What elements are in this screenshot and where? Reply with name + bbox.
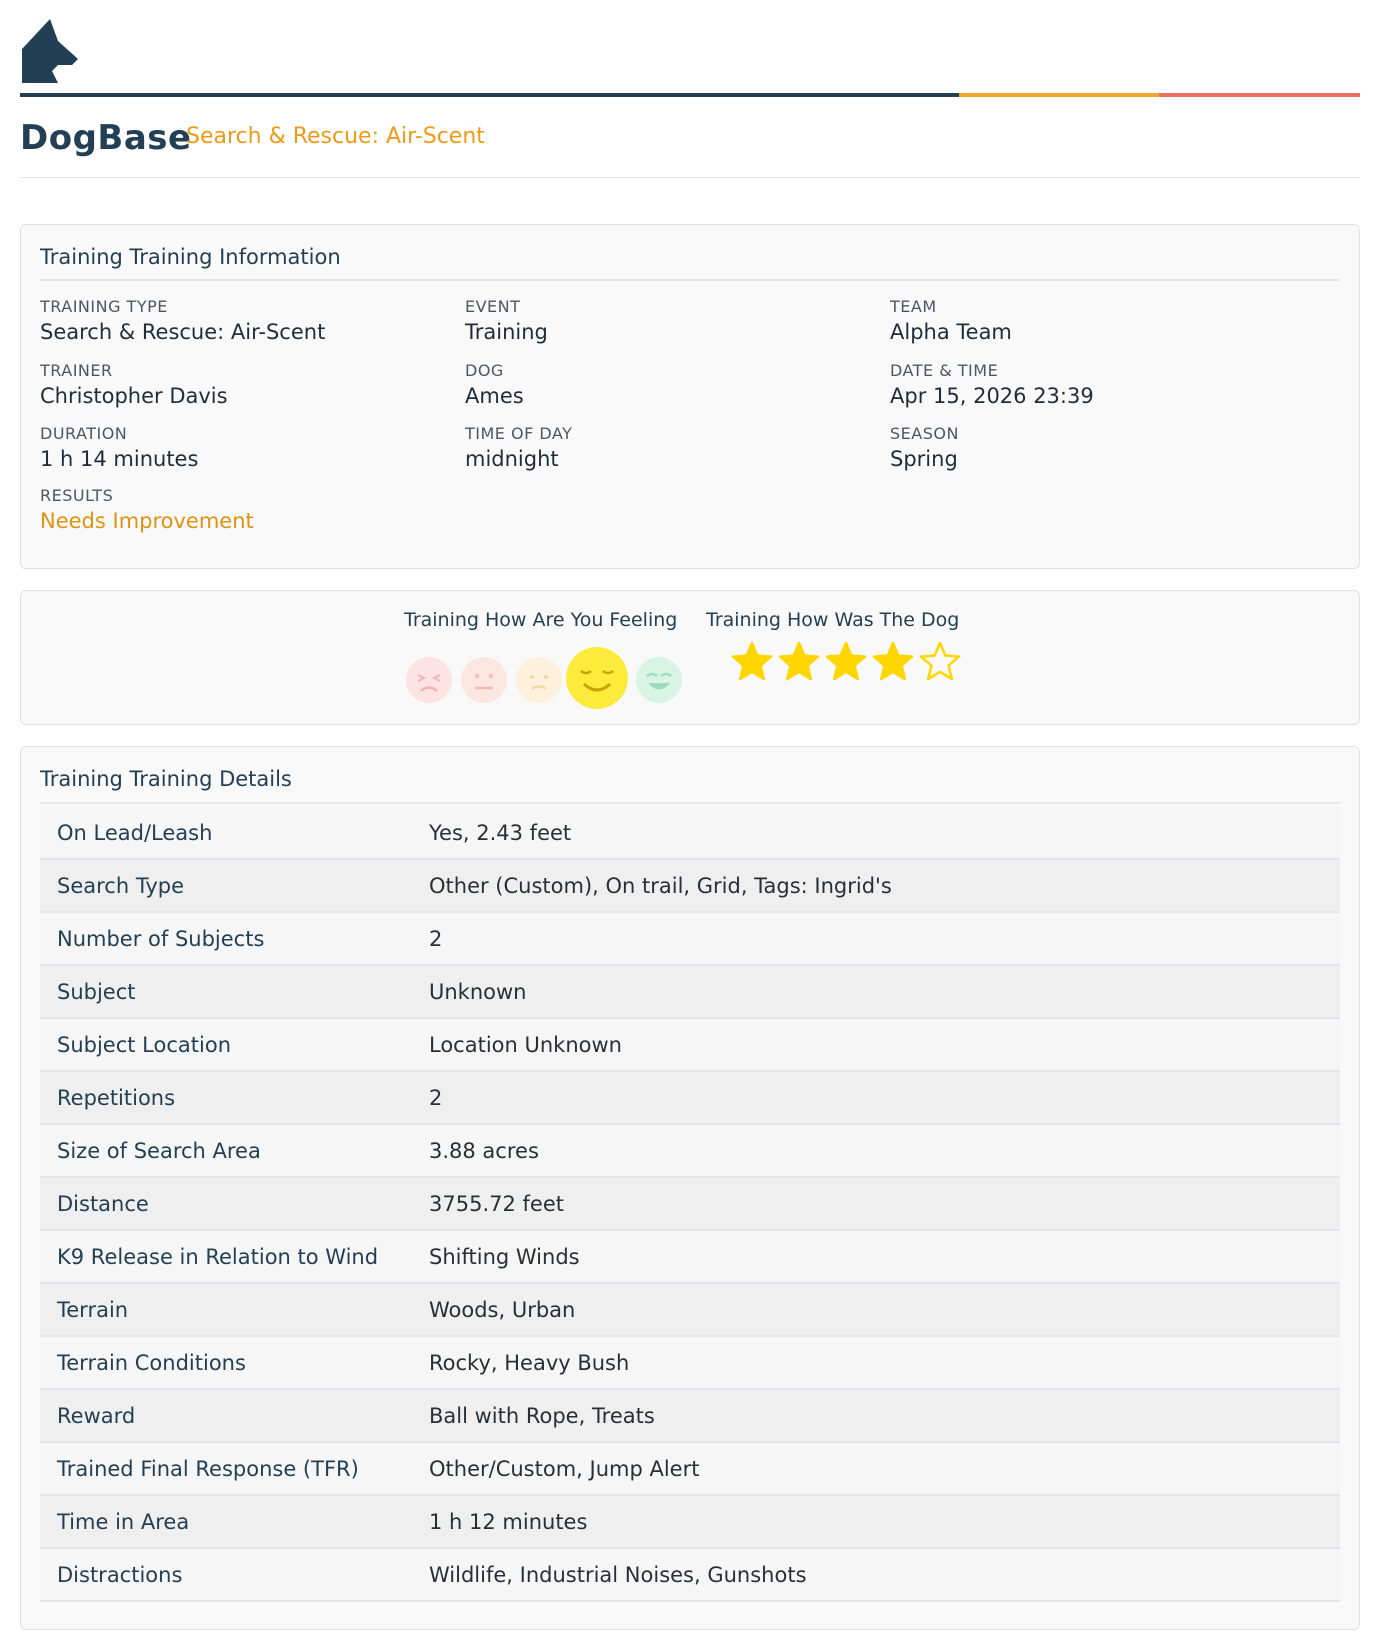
row-label: Terrain Conditions [57,1350,246,1375]
details-card-title: Training Training Details [40,767,292,791]
row-value: 3755.72 feet [429,1191,564,1216]
field-trainer [40,361,228,408]
training-details-card [20,746,1360,1630]
brand-stripe [20,93,1360,97]
dog-rating-title: Training How Was The Dog [706,609,960,631]
field-team [890,297,1012,344]
field-label: DOG [465,361,504,380]
row-value: Other (Custom), On trail, Grid, Tags: Ingrid's [429,873,892,898]
row-label: Reward [57,1403,136,1428]
table-row [40,1125,1340,1178]
information-card-divider [40,279,1340,281]
row-value: Ball with Rope, Treats [429,1403,655,1428]
table-row [40,1549,1340,1602]
row-value: 1 h 12 minutes [429,1509,588,1534]
row-label: Distractions [57,1562,183,1587]
stripe-segment-orange [959,93,1159,97]
field-time-of-day [465,424,572,471]
field-label: SEASON [890,424,959,443]
rating-card [20,590,1360,725]
field-results [40,486,254,533]
table-row [40,1178,1340,1231]
feeling-title: Training How Are You Feeling [404,609,678,631]
grin-face-icon[interactable] [635,656,683,704]
field-duration [40,424,198,471]
table-row [40,1019,1340,1072]
row-value: Woods, Urban [429,1297,576,1322]
row-label: Number of Subjects [57,926,265,951]
information-card-title: Training Training Information [40,245,341,269]
row-label: Trained Final Response (TFR) [57,1456,359,1481]
dog-head-icon[interactable] [22,19,82,83]
field-season [890,424,959,471]
field-event [465,297,548,344]
star-filled-icon[interactable] [872,641,914,683]
row-label: Subject Location [57,1032,231,1057]
row-value: Shifting Winds [429,1244,580,1269]
results-value: Needs Improvement [40,509,254,533]
table-row [40,913,1340,966]
row-label: K9 Release in Relation to Wind [57,1244,379,1269]
row-label: Distance [57,1191,149,1216]
very-sad-face-icon[interactable] [405,656,453,704]
table-row [40,1284,1340,1337]
row-value: Location Unknown [429,1032,622,1057]
field-training-type [40,297,325,344]
row-label: On Lead/Leash [57,820,213,845]
field-label: TIME OF DAY [465,424,573,443]
table-row [40,1443,1340,1496]
field-value: Alpha Team [890,320,1012,344]
stripe-segment-navy [20,93,959,97]
row-value: Wildlife, Industrial Noises, Gunshots [429,1562,807,1587]
field-value: midnight [465,447,559,471]
details-card-divider [40,802,1340,804]
row-value: 3.88 acres [429,1138,539,1163]
field-value: Training [465,320,548,344]
training-information-card [20,224,1360,569]
brand-name[interactable]: DogBase [20,118,192,158]
field-value: 1 h 14 minutes [40,447,199,471]
star-empty-icon[interactable] [919,641,961,683]
table-row [40,1337,1340,1390]
field-dog [465,361,524,408]
table-row [40,860,1340,913]
stripe-segment-coral [1159,93,1360,97]
brand-subtitle: Search & Rescue: Air-Scent [186,124,485,149]
details-table [40,807,1340,1602]
table-row [40,1496,1340,1549]
row-label: Time in Area [57,1509,190,1534]
row-value: 2 [429,1085,443,1110]
row-value: Other/Custom, Jump Alert [429,1456,700,1481]
row-value: Rocky, Heavy Bush [429,1350,630,1375]
field-label: RESULTS [40,486,114,505]
row-label: Subject [57,979,136,1004]
row-label: Repetitions [57,1085,176,1110]
field-label: TEAM [890,297,937,316]
field-value: Spring [890,447,958,471]
row-value: Unknown [429,979,527,1004]
neutral-face-icon[interactable] [460,656,508,704]
field-label: DURATION [40,424,128,443]
table-row [40,1390,1340,1443]
header-divider [20,177,1360,178]
table-row [40,1072,1340,1125]
frown-face-icon[interactable] [515,656,563,704]
feeling-selector [405,646,705,716]
field-value: Christopher Davis [40,384,228,408]
field-value: Apr 15, 2026 23:39 [890,384,1094,408]
row-value: Yes, 2.43 feet [429,820,572,845]
field-label: EVENT [465,297,521,316]
table-row [40,966,1340,1019]
field-value: Search & Rescue: Air-Scent [40,320,326,344]
field-date-time [890,361,1094,408]
dog-star-rating [731,641,991,691]
row-label: Size of Search Area [57,1138,261,1163]
row-value: 2 [429,926,443,951]
table-row [40,807,1340,860]
star-filled-icon[interactable] [731,641,773,683]
field-label: DATE & TIME [890,361,999,380]
smile-face-icon[interactable] [565,646,629,710]
table-row [40,1231,1340,1284]
field-label: TRAINER [40,361,113,380]
row-label: Terrain [57,1297,129,1322]
star-filled-icon[interactable] [778,641,820,683]
star-filled-icon[interactable] [825,641,867,683]
row-label: Search Type [57,873,185,898]
field-label: TRAINING TYPE [40,297,168,316]
field-value: Ames [465,384,524,408]
